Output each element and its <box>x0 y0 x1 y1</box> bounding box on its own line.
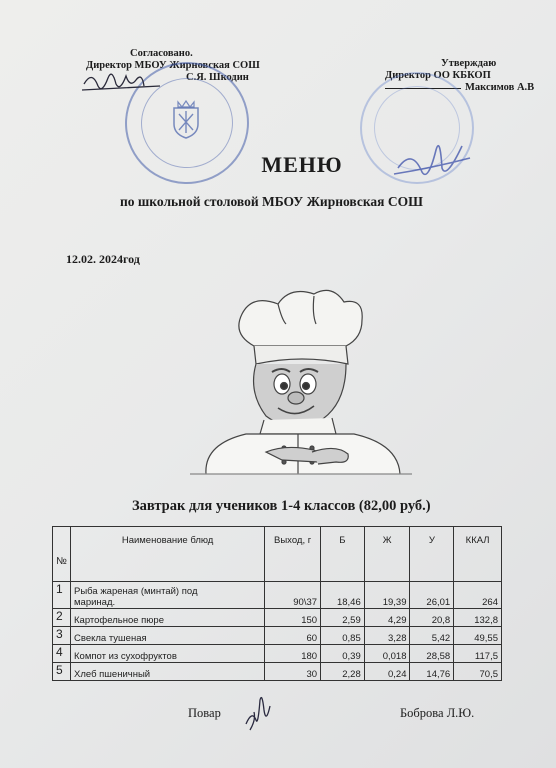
cook-label: Повар <box>188 706 221 720</box>
approval-label: Согласовано. <box>130 48 193 59</box>
row-yield: 180 <box>265 645 321 663</box>
row-number: 4 <box>53 645 71 663</box>
table-row <box>53 582 502 609</box>
row-dish-name: Компот из сухофруктов <box>71 645 265 663</box>
row-fat: 0,018 <box>364 645 410 663</box>
header-number: № <box>53 527 71 582</box>
row-protein: 0,85 <box>321 627 365 645</box>
row-yield: 60 <box>265 627 321 645</box>
table-header-row <box>53 527 502 582</box>
row-kcal: 49,55 <box>454 627 502 645</box>
row-carbs: 26,01 <box>410 582 454 609</box>
row-number: 5 <box>53 663 71 681</box>
row-kcal: 117,5 <box>454 645 502 663</box>
coat-of-arms-emblem <box>170 100 202 140</box>
row-kcal: 70,5 <box>454 663 502 681</box>
table-row <box>53 663 502 681</box>
director-signature <box>82 64 162 98</box>
row-fat: 19,39 <box>364 582 410 609</box>
chef-illustration <box>186 284 416 476</box>
confirmation-director-title: Директор ОО КБКОП <box>385 70 491 81</box>
approval-director-name: С.Я. Шкодин <box>186 72 249 83</box>
table-row <box>53 609 502 627</box>
meal-caption: Завтрак для учеников 1-4 классов (82,00 руб.) <box>132 498 431 514</box>
page-subtitle: по школьной столовой МБОУ Жирновская СОШ <box>120 194 423 209</box>
row-carbs: 20,8 <box>410 609 454 627</box>
cook-name: Боброва Л.Ю. <box>400 706 475 720</box>
row-yield: 150 <box>265 609 321 627</box>
row-number: 1 <box>53 582 71 609</box>
row-carbs: 28,58 <box>410 645 454 663</box>
row-carbs: 14,76 <box>410 663 454 681</box>
header-dish-name: Наименование блюд <box>71 527 265 582</box>
row-fat: 3,28 <box>364 627 410 645</box>
row-dish-name: Хлеб пшеничный <box>71 663 265 681</box>
menu-date: 12.02. 2024год <box>66 252 140 266</box>
header-yield: Выход, г <box>265 527 321 582</box>
menu-table <box>52 526 502 681</box>
row-protein: 2,28 <box>321 663 365 681</box>
row-protein: 0,39 <box>321 645 365 663</box>
header-kcal: ККАЛ <box>454 527 502 582</box>
row-kcal: 132,8 <box>454 609 502 627</box>
row-dish-name: Свекла тушеная <box>71 627 265 645</box>
row-fat: 0,24 <box>364 663 410 681</box>
row-dish-name: Картофельное пюре <box>71 609 265 627</box>
row-yield: 30 <box>265 663 321 681</box>
row-number: 2 <box>53 609 71 627</box>
row-fat: 4,29 <box>364 609 410 627</box>
approval-director-title: Директор МБОУ Жирновская СОШ <box>86 60 260 71</box>
header-protein: Б <box>321 527 365 582</box>
row-number: 3 <box>53 627 71 645</box>
row-protein: 2,59 <box>321 609 365 627</box>
table-row <box>53 627 502 645</box>
row-carbs: 5,42 <box>410 627 454 645</box>
confirmation-label: Утверждаю <box>441 58 497 69</box>
confirmation-director-name: Максимов А.В <box>465 82 535 93</box>
header-carbs: У <box>410 527 454 582</box>
row-dish-name: Рыба жареная (минтай) под маринад. <box>71 582 265 609</box>
row-kcal: 264 <box>454 582 502 609</box>
row-yield: 90\37 <box>265 582 321 609</box>
cook-signature <box>242 690 272 734</box>
header-fat: Ж <box>364 527 410 582</box>
page-title: МЕНЮ <box>261 152 343 177</box>
table-row <box>53 645 502 663</box>
row-protein: 18,46 <box>321 582 365 609</box>
